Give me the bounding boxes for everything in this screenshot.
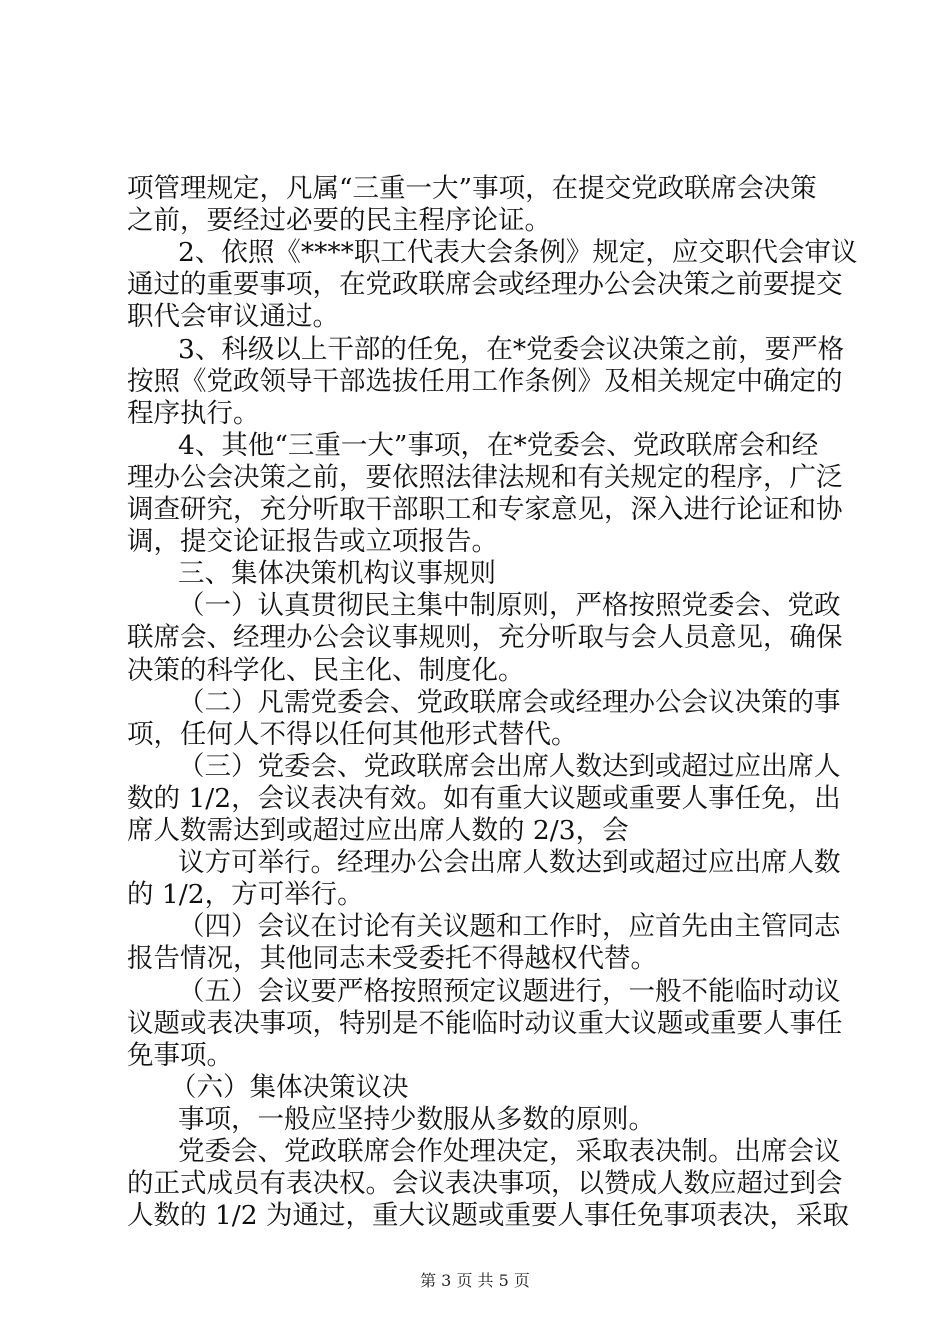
body-line: 党委会、党政联席会作处理决定，采取表决制。出席会议 — [178, 1136, 841, 1167]
body-line: （三）党委会、党政联席会出席人数达到或超过应出席人 — [178, 750, 841, 782]
body-line: （一）认真贯彻民主集中制原则，严格按照党委会、党政 — [178, 590, 841, 622]
body-line: 项管理规定，凡属“三重一大”事项，在提交党政联席会决策 — [127, 173, 817, 204]
body-line: 数的 1/2，会议表决有效。如有重大议题或重要人事任免，出 — [127, 782, 841, 814]
body-line: 调，提交论证报告或立项报告。 — [127, 526, 498, 558]
body-line: 理办公会决策之前，要依照法律法规和有关规定的程序，广泛 — [127, 461, 843, 493]
body-line: （五）会议要严格按照预定议题进行，一般不能临时动议 — [178, 975, 841, 1007]
body-line: 项，任何人不得以任何其他形式替代。 — [127, 718, 578, 750]
body-line: 事项，一般应坚持少数服从多数的原则。 — [178, 1103, 655, 1135]
body-line: 3、科级以上干部的任免，在*党委会议决策之前，要严格 — [178, 333, 845, 365]
body-line: 的正式成员有表决权。会议表决事项，以赞成人数应超过到会 — [127, 1168, 843, 1200]
body-line: 2、依照《****职工代表大会条例》规定，应交职代会审议 — [178, 237, 858, 269]
body-line: 联席会、经理办公会议事规则，充分听取与会人员意见，确保 — [127, 622, 843, 654]
body-line: 人数的 1/2 为通过，重大议题或重要人事任免事项表决，采取 — [127, 1200, 849, 1232]
page-footer: 第 3 页 共 5 页 — [420, 1271, 530, 1290]
section-heading: 三、集体决策机构议事规则 — [178, 558, 496, 590]
body-line: 之前，要经过必要的民主程序论证。 — [127, 205, 551, 237]
body-line: 4、其他“三重一大”事项，在*党委会、党政联席会和经 — [178, 429, 819, 461]
body-line: （六）集体决策议决 — [170, 1071, 409, 1103]
body-line: 职代会审议通过。 — [127, 301, 339, 333]
body-line: 决策的科学化、民主化、制度化。 — [127, 654, 525, 686]
body-line: 报告情况，其他同志未受委托不得越权代替。 — [127, 943, 657, 975]
body-line: 通过的重要事项，在党政联席会或经理办公会决策之前要提交 — [127, 269, 843, 301]
body-line: 免事项。 — [127, 1039, 233, 1071]
body-line: 议题或表决事项，特别是不能临时动议重大议题或重要人事任 — [127, 1007, 843, 1039]
body-line: （二）凡需党委会、党政联席会或经理办公会议决策的事 — [178, 686, 841, 718]
body-line: 调查研究，充分听取干部职工和专家意见，深入进行论证和协 — [127, 494, 843, 525]
body-line: 程序执行。 — [127, 397, 260, 429]
body-line: 按照《党政领导干部选拔任用工作条例》及相关规定中确定的 — [127, 365, 843, 397]
body-line: 议方可举行。经理办公会出席人数达到或超过应出席人数 — [178, 847, 841, 879]
body-line: 的 1/2，方可举行。 — [127, 879, 364, 911]
body-line: （四）会议在讨论有关议题和工作时，应首先由主管同志 — [178, 911, 841, 943]
body-line: 席人数需达到或超过应出席人数的 2/3，会 — [127, 815, 629, 846]
